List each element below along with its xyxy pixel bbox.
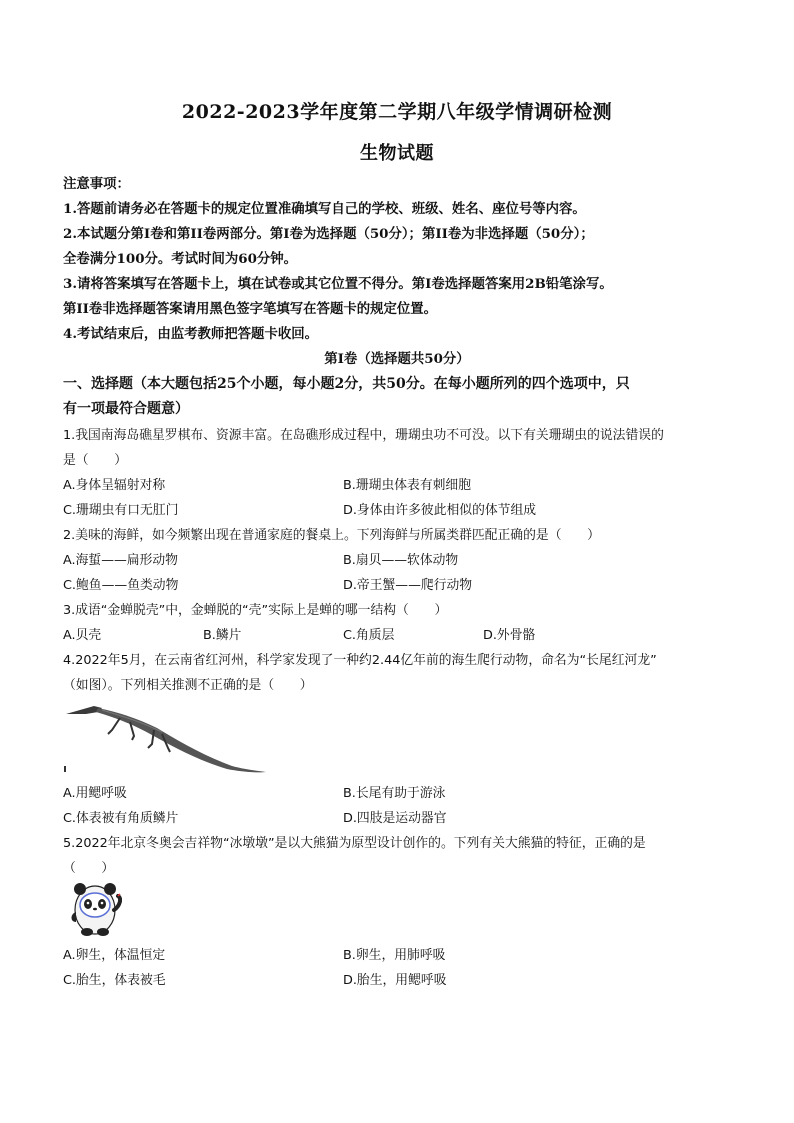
option-c: C.鲍鱼——鱼类动物 xyxy=(63,578,179,593)
option-b: B.卵生，用肺呼吸 xyxy=(343,948,446,963)
note-line: 2.本试题分第I卷和第II卷两部分。第I卷为选择题（50分）；第II卷为非选择题（50分）； xyxy=(63,226,594,242)
note-line: 1.答题前请务必在答题卡的规定位置准确填写自己的学校、班级、姓名、座位号等内容。 xyxy=(63,201,586,217)
mascot-ear xyxy=(74,883,86,895)
option-a: A.海蜇——扁形动物 xyxy=(63,553,178,568)
option-d: D.外骨骼 xyxy=(483,628,536,643)
option-b: B.珊瑚虫体表有刺细胞 xyxy=(343,478,472,493)
option-d: D.胎生，用鳃呼吸 xyxy=(343,973,447,988)
mascot-arm xyxy=(114,896,120,910)
mascot-foot xyxy=(81,928,93,936)
option-a: A.贝壳 xyxy=(63,628,102,643)
option-a: A.卵生，体温恒定 xyxy=(63,948,166,963)
fossil-mark xyxy=(64,766,66,772)
question-stem: 4.2022年5月，在云南省红河州，科学家发现了一种约2.44亿年前的海生爬行动物，命名为“长尾红河龙” xyxy=(63,653,657,668)
note-line: 3.请将答案填写在答题卡上，填在试卷或其它位置不得分。第I卷选择题答案用2B铅笔涂写。 xyxy=(63,276,613,292)
mascot-eye xyxy=(87,902,90,905)
reptile-head xyxy=(66,706,102,714)
notes-heading: 注意事项： xyxy=(63,176,130,192)
mascot-foot xyxy=(97,928,109,936)
option-d: D.身体由许多彼此相似的体节组成 xyxy=(343,503,537,518)
option-b: B.长尾有助于游泳 xyxy=(343,786,446,801)
note-line: 第II卷非选择题答案请用黑色签字笔填写在答题卡的规定位置。 xyxy=(63,301,438,317)
mascot-arm xyxy=(72,912,77,922)
option-b: B.鳞片 xyxy=(203,628,242,643)
question-stem: 5.2022年北京冬奥会吉祥物“冰墩墩”是以大熊猫为原型设计创作的。下列有关大熊猫的特征，正确的是 xyxy=(63,836,646,851)
option-d: D.帝王蟹——爬行动物 xyxy=(343,578,473,593)
note-line: 全卷满分100分。考试时间为60分钟。 xyxy=(63,251,298,267)
question-stem: 2.美味的海鲜，如今频繁出现在普通家庭的餐桌上。下列海鲜与所属类群匹配正确的是（ ） xyxy=(63,528,600,543)
option-c: C.胎生，体表被毛 xyxy=(63,973,166,988)
note-line: 4.考试结束后，由监考教师把答题卡收回。 xyxy=(63,326,319,342)
option-b: B.扇贝——软体动物 xyxy=(343,553,459,568)
question-stem: （如图）。下列相关推测不正确的是（ ） xyxy=(63,678,313,693)
exam-title: 2022-2023学年度第二学期八年级学情调研检测 xyxy=(181,101,613,123)
option-a: A.身体呈辐射对称 xyxy=(63,478,166,493)
fossil-reptile-figure xyxy=(62,700,268,776)
option-d: D.四肢是运动器官 xyxy=(343,811,447,826)
part-title: 一、选择题（本大题包括25个小题，每小题2分，共50分。在每小题所列的四个选项中，只 xyxy=(63,376,630,392)
reptile-body xyxy=(96,708,266,772)
question-stem: 3.成语“金蝉脱壳”中，金蝉脱的“壳”实际上是蝉的哪一结构（ ） xyxy=(63,603,448,618)
panda-mascot-figure xyxy=(68,878,122,938)
option-c: C.珊瑚虫有口无肛门 xyxy=(63,503,179,518)
option-a: A.用鳃呼吸 xyxy=(63,786,127,801)
mascot-nose xyxy=(93,908,97,911)
exam-subtitle: 生物试题 xyxy=(360,143,434,164)
question-stem: 1.我国南海岛礁星罗棋布、资源丰富。在岛礁形成过程中，珊瑚虫功不可没。以下有关珊瑚虫的说法错误的 xyxy=(63,428,664,443)
mascot-eye xyxy=(101,902,104,905)
reptile-limb xyxy=(108,718,120,734)
question-stem: 是（ ） xyxy=(63,453,127,468)
part-title: 有一项最符合题意） xyxy=(63,401,189,417)
section-heading: 第I卷（选择题共50分） xyxy=(324,351,470,367)
question-stem: （ ） xyxy=(63,861,115,876)
option-c: C.体表被有角质鳞片 xyxy=(63,811,179,826)
option-c: C.角质层 xyxy=(343,628,395,643)
mascot-ear xyxy=(104,883,116,895)
